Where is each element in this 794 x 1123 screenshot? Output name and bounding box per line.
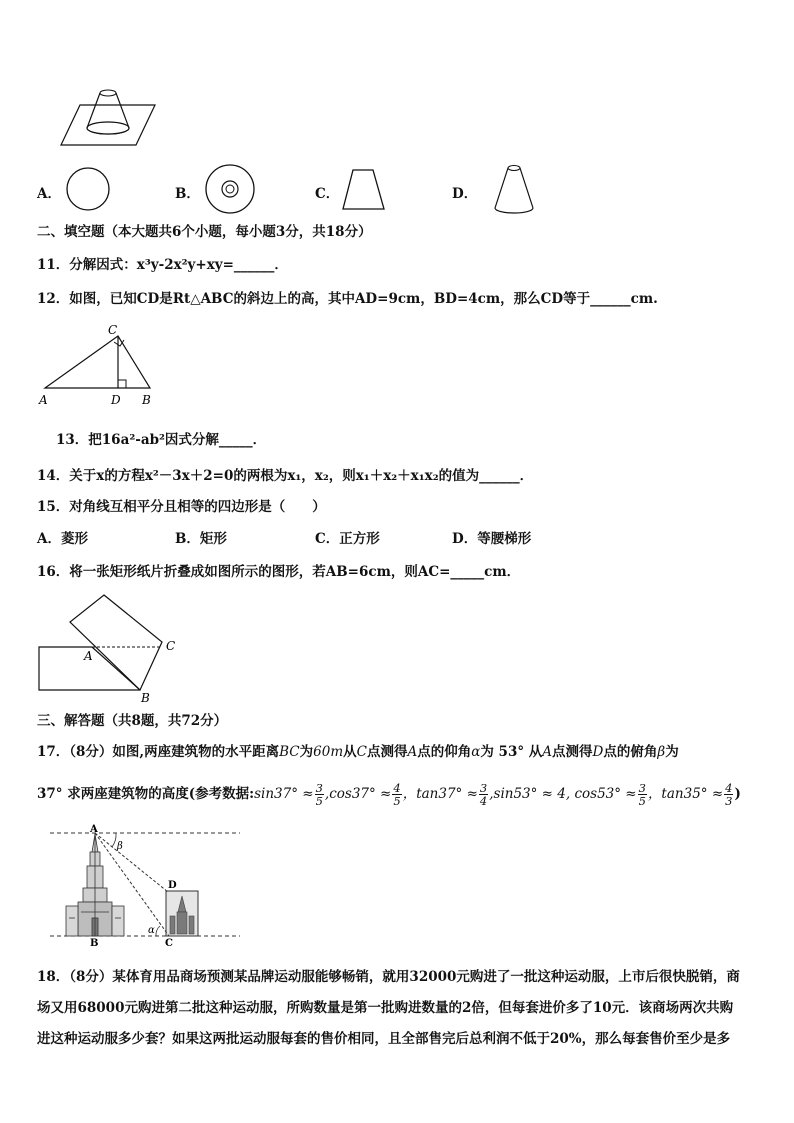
option-c-label: C．	[315, 186, 340, 202]
option-b-label: B．	[175, 186, 200, 202]
section-3-heading: 三、解答题（共8题，共72分）	[37, 713, 228, 729]
label-d: D	[111, 393, 121, 407]
frustum-on-plate-figure	[58, 82, 158, 150]
label-b: B	[141, 691, 150, 704]
label-d: D	[168, 880, 177, 891]
question-18-line-3: 进这种运动服多少套？如果这两批运动服每套的售价相同，且全部售完后总利润不低于20%，那么每套售价至少是多	[37, 1031, 731, 1047]
option-d-label: D．	[452, 186, 478, 202]
q15-option-c: C．正方形	[315, 531, 380, 547]
option-b-concentric-circles	[202, 162, 258, 218]
fraction-3-4: $\frac{3}{4}$	[479, 781, 488, 808]
question-16: 16．将一张矩形纸片折叠成如图所示的图形，若AB=6cm，则AC=_____cm．	[37, 564, 521, 580]
question-17-line-2: 37° 求两座建筑物的高度(参考数据:sin37° ≈ $\frac{3}{5}$ ,cos37° ≈ $\frac{4}{5}$ ，tan37° ≈ $\frac{3}{4}$ ,sin53° ≈ 4, cos53° ≈ $\frac{3}{5}$ ，tan35° ≈ $\frac{4}{3}$ )	[37, 781, 741, 808]
question-12: 12．如图，已知CD是Rt△ABC的斜边上的高，其中AD=9cm，BD=4cm，那么CD等于______cm.	[37, 291, 658, 307]
label-alpha: α	[148, 925, 155, 936]
question-11: 11．分解因式：x³y-2x²y+xy=______．	[37, 257, 288, 273]
right-triangle-figure	[36, 322, 161, 412]
q15-option-a: A．菱形	[37, 531, 88, 547]
question-18-line-1: 18．（8分）某体育用品商场预测某品牌运动服能够畅销，就用32000元购进了一批这种运动服，上市后很快脱销，商	[37, 969, 740, 985]
buildings-figure	[46, 822, 242, 948]
option-a-circle	[64, 164, 116, 216]
option-a-label: A．	[37, 186, 61, 202]
label-a: A	[90, 824, 98, 835]
label-c: C	[166, 639, 176, 653]
option-d-frustum	[492, 160, 540, 218]
question-17-line-1: 17．（8分）如图,两座建筑物的水平距离BC为60m从C点测得A点的仰角α为 53° 从A点测得D点的俯角β为	[37, 744, 679, 760]
label-beta: β	[117, 841, 123, 852]
question-14: 14．关于x的方程x²－3x＋2=0的两根为x₁，x₂，则x₁＋x₂＋x₁x₂的值为______．	[37, 468, 534, 484]
fraction-4-5: $\frac{4}{5}$	[393, 781, 401, 808]
label-a: A	[39, 393, 48, 407]
label-a: A	[84, 649, 93, 663]
question-18-line-2: 场又用68000元购进第二批这种运动服，所购数量是第一批购进数量的2倍，但每套进价多了10元．该商场两次共购	[37, 1000, 734, 1016]
folded-rectangle-figure	[36, 592, 186, 704]
question-13: 13．把16a²-ab²因式分解_____．	[56, 432, 267, 448]
label-b: B	[90, 938, 99, 948]
question-15: 15．对角线互相平分且相等的四边形是（ ）	[37, 499, 326, 515]
fraction-3-5b: $\frac{3}{5}$	[638, 781, 646, 808]
fraction-4-3: $\frac{4}{3}$	[725, 781, 733, 808]
q15-option-b: B．矩形	[175, 531, 227, 547]
section-2-heading: 二、填空题（本大题共6个小题，每小题3分，共18分）	[37, 224, 372, 240]
q15-option-d: D．等腰梯形	[452, 531, 532, 547]
option-c-trapezoid	[340, 164, 390, 214]
label-b: B	[142, 393, 151, 407]
fraction-3-5: $\frac{3}{5}$	[315, 781, 323, 808]
label-c: C	[165, 938, 173, 948]
label-c: C	[108, 323, 118, 337]
